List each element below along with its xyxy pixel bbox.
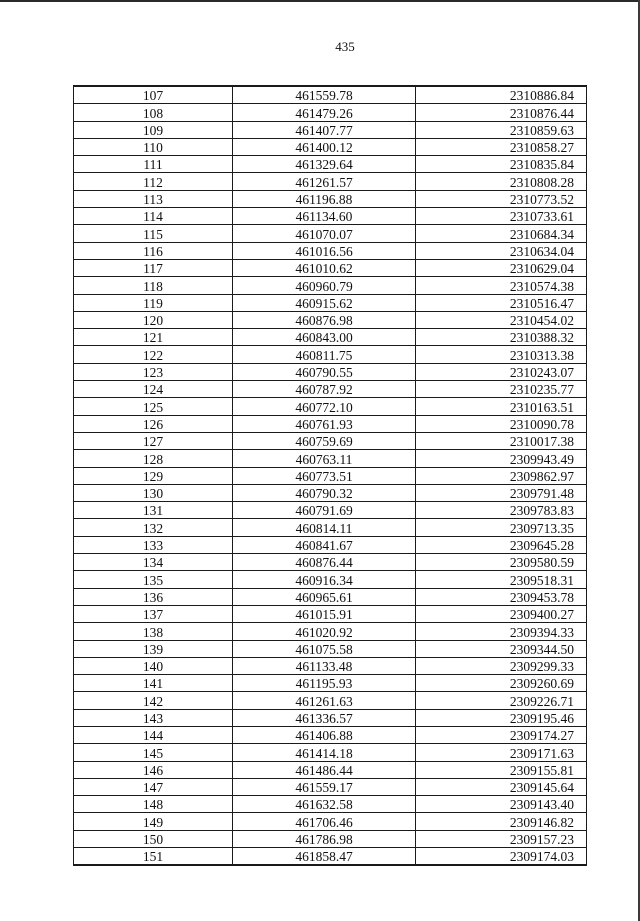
table-row <box>74 709 587 726</box>
y-coordinate-cell: 2310634.04 <box>416 242 587 259</box>
point-number-cell: 118 <box>74 277 233 294</box>
table-row <box>74 830 587 847</box>
x-coordinate-cell: 461015.91 <box>233 605 416 622</box>
y-coordinate-cell: 2310388.32 <box>416 329 587 346</box>
table-row <box>74 277 587 294</box>
table-row <box>74 640 587 657</box>
y-coordinate-cell: 2309394.33 <box>416 623 587 640</box>
x-coordinate-cell: 460790.32 <box>233 484 416 501</box>
y-coordinate-cell: 2310454.02 <box>416 311 587 328</box>
point-number-cell: 107 <box>74 86 233 104</box>
x-coordinate-cell: 460773.51 <box>233 467 416 484</box>
table-row <box>74 450 587 467</box>
table-row <box>74 848 587 866</box>
x-coordinate-cell: 461020.92 <box>233 623 416 640</box>
table-row <box>74 536 587 553</box>
x-coordinate-cell: 461134.60 <box>233 208 416 225</box>
x-coordinate-cell: 461336.57 <box>233 709 416 726</box>
x-coordinate-cell: 460841.67 <box>233 536 416 553</box>
x-coordinate-cell: 461479.26 <box>233 104 416 121</box>
point-number-cell: 142 <box>74 692 233 709</box>
y-coordinate-cell: 2309400.27 <box>416 605 587 622</box>
point-number-cell: 109 <box>74 121 233 138</box>
point-number-cell: 132 <box>74 519 233 536</box>
x-coordinate-cell: 461075.58 <box>233 640 416 657</box>
table-row <box>74 173 587 190</box>
y-coordinate-cell: 2310876.44 <box>416 104 587 121</box>
y-coordinate-cell: 2310684.34 <box>416 225 587 242</box>
point-number-cell: 146 <box>74 761 233 778</box>
page-top-edge <box>0 0 640 2</box>
x-coordinate-cell: 460763.11 <box>233 450 416 467</box>
y-coordinate-cell: 2309174.27 <box>416 726 587 743</box>
point-number-cell: 138 <box>74 623 233 640</box>
table-row <box>74 796 587 813</box>
table-row <box>74 190 587 207</box>
table-row <box>74 311 587 328</box>
x-coordinate-cell: 461407.77 <box>233 121 416 138</box>
point-number-cell: 124 <box>74 381 233 398</box>
x-coordinate-cell: 461559.78 <box>233 86 416 104</box>
table-row <box>74 346 587 363</box>
point-number-cell: 137 <box>74 605 233 622</box>
y-coordinate-cell: 2309518.31 <box>416 571 587 588</box>
x-coordinate-cell: 461016.56 <box>233 242 416 259</box>
x-coordinate-cell: 460759.69 <box>233 432 416 449</box>
x-coordinate-cell: 461133.48 <box>233 657 416 674</box>
point-number-cell: 110 <box>74 138 233 155</box>
point-number-cell: 111 <box>74 156 233 173</box>
point-number-cell: 139 <box>74 640 233 657</box>
y-coordinate-cell: 2309174.03 <box>416 848 587 866</box>
y-coordinate-cell: 2309783.83 <box>416 502 587 519</box>
y-coordinate-cell: 2310163.51 <box>416 398 587 415</box>
x-coordinate-cell: 461196.88 <box>233 190 416 207</box>
y-coordinate-cell: 2310516.47 <box>416 294 587 311</box>
point-number-cell: 143 <box>74 709 233 726</box>
coordinate-table <box>73 85 587 866</box>
y-coordinate-cell: 2309943.49 <box>416 450 587 467</box>
y-coordinate-cell: 2309157.23 <box>416 830 587 847</box>
table-row <box>74 623 587 640</box>
table-row <box>74 121 587 138</box>
x-coordinate-cell: 460787.92 <box>233 381 416 398</box>
x-coordinate-cell: 461261.63 <box>233 692 416 709</box>
y-coordinate-cell: 2310733.61 <box>416 208 587 225</box>
point-number-cell: 115 <box>74 225 233 242</box>
table-row <box>74 484 587 501</box>
y-coordinate-cell: 2309155.81 <box>416 761 587 778</box>
x-coordinate-cell: 460814.11 <box>233 519 416 536</box>
y-coordinate-cell: 2310574.38 <box>416 277 587 294</box>
table-row <box>74 726 587 743</box>
point-number-cell: 120 <box>74 311 233 328</box>
point-number-cell: 150 <box>74 830 233 847</box>
table-row <box>74 415 587 432</box>
table-row <box>74 588 587 605</box>
table-row <box>74 329 587 346</box>
y-coordinate-cell: 2309226.71 <box>416 692 587 709</box>
point-number-cell: 140 <box>74 657 233 674</box>
y-coordinate-cell: 2310835.84 <box>416 156 587 173</box>
point-number-cell: 148 <box>74 796 233 813</box>
y-coordinate-cell: 2310017.38 <box>416 432 587 449</box>
point-number-cell: 108 <box>74 104 233 121</box>
table-row <box>74 398 587 415</box>
x-coordinate-cell: 460876.98 <box>233 311 416 328</box>
x-coordinate-cell: 461559.17 <box>233 778 416 795</box>
page-number: 435 <box>335 39 355 54</box>
y-coordinate-cell: 2310243.07 <box>416 363 587 380</box>
table-row <box>74 363 587 380</box>
x-coordinate-cell: 460916.34 <box>233 571 416 588</box>
x-coordinate-cell: 460876.44 <box>233 554 416 571</box>
y-coordinate-cell: 2310235.77 <box>416 381 587 398</box>
x-coordinate-cell: 460791.69 <box>233 502 416 519</box>
point-number-cell: 134 <box>74 554 233 571</box>
table-row <box>74 259 587 276</box>
x-coordinate-cell: 461706.46 <box>233 813 416 830</box>
x-coordinate-cell: 460811.75 <box>233 346 416 363</box>
table-row <box>74 225 587 242</box>
y-coordinate-cell: 2310313.38 <box>416 346 587 363</box>
table-row <box>74 208 587 225</box>
x-coordinate-cell: 461070.07 <box>233 225 416 242</box>
y-coordinate-cell: 2309580.59 <box>416 554 587 571</box>
point-number-cell: 135 <box>74 571 233 588</box>
x-coordinate-cell: 461010.62 <box>233 259 416 276</box>
table-row <box>74 519 587 536</box>
table-row <box>74 104 587 121</box>
x-coordinate-cell: 460965.61 <box>233 588 416 605</box>
x-coordinate-cell: 461858.47 <box>233 848 416 866</box>
x-coordinate-cell: 461786.98 <box>233 830 416 847</box>
point-number-cell: 121 <box>74 329 233 346</box>
y-coordinate-cell: 2310859.63 <box>416 121 587 138</box>
x-coordinate-cell: 460790.55 <box>233 363 416 380</box>
table-row <box>74 138 587 155</box>
x-coordinate-cell: 461632.58 <box>233 796 416 813</box>
y-coordinate-cell: 2309145.64 <box>416 778 587 795</box>
x-coordinate-cell: 461406.88 <box>233 726 416 743</box>
x-coordinate-cell: 461261.57 <box>233 173 416 190</box>
point-number-cell: 113 <box>74 190 233 207</box>
point-number-cell: 112 <box>74 173 233 190</box>
y-coordinate-cell: 2309299.33 <box>416 657 587 674</box>
table-row <box>74 675 587 692</box>
table-row <box>74 242 587 259</box>
table-row <box>74 761 587 778</box>
x-coordinate-cell: 461414.18 <box>233 744 416 761</box>
y-coordinate-cell: 2310858.27 <box>416 138 587 155</box>
y-coordinate-cell: 2310629.04 <box>416 259 587 276</box>
y-coordinate-cell: 2310886.84 <box>416 86 587 104</box>
y-coordinate-cell: 2309143.40 <box>416 796 587 813</box>
x-coordinate-cell: 461400.12 <box>233 138 416 155</box>
point-number-cell: 116 <box>74 242 233 259</box>
y-coordinate-cell: 2309146.82 <box>416 813 587 830</box>
table-row <box>74 657 587 674</box>
y-coordinate-cell: 2309862.97 <box>416 467 587 484</box>
y-coordinate-cell: 2309645.28 <box>416 536 587 553</box>
y-coordinate-cell: 2309453.78 <box>416 588 587 605</box>
table-row <box>74 744 587 761</box>
y-coordinate-cell: 2309171.63 <box>416 744 587 761</box>
point-number-cell: 119 <box>74 294 233 311</box>
table-row <box>74 467 587 484</box>
x-coordinate-cell: 460915.62 <box>233 294 416 311</box>
point-number-cell: 130 <box>74 484 233 501</box>
table-row <box>74 86 587 104</box>
point-number-cell: 151 <box>74 848 233 866</box>
table-row <box>74 605 587 622</box>
point-number-cell: 122 <box>74 346 233 363</box>
point-number-cell: 117 <box>74 259 233 276</box>
table-row <box>74 156 587 173</box>
y-coordinate-cell: 2310773.52 <box>416 190 587 207</box>
y-coordinate-cell: 2310808.28 <box>416 173 587 190</box>
point-number-cell: 129 <box>74 467 233 484</box>
point-number-cell: 133 <box>74 536 233 553</box>
table-row <box>74 554 587 571</box>
table-row <box>74 692 587 709</box>
x-coordinate-cell: 461329.64 <box>233 156 416 173</box>
x-coordinate-cell: 460960.79 <box>233 277 416 294</box>
table-row <box>74 571 587 588</box>
y-coordinate-cell: 2309195.46 <box>416 709 587 726</box>
y-coordinate-cell: 2309791.48 <box>416 484 587 501</box>
point-number-cell: 141 <box>74 675 233 692</box>
x-coordinate-cell: 460761.93 <box>233 415 416 432</box>
x-coordinate-cell: 461195.93 <box>233 675 416 692</box>
point-number-cell: 131 <box>74 502 233 519</box>
table-row <box>74 381 587 398</box>
point-number-cell: 125 <box>74 398 233 415</box>
y-coordinate-cell: 2309713.35 <box>416 519 587 536</box>
point-number-cell: 144 <box>74 726 233 743</box>
point-number-cell: 145 <box>74 744 233 761</box>
x-coordinate-cell: 460843.00 <box>233 329 416 346</box>
x-coordinate-cell: 460772.10 <box>233 398 416 415</box>
point-number-cell: 123 <box>74 363 233 380</box>
point-number-cell: 127 <box>74 432 233 449</box>
x-coordinate-cell: 461486.44 <box>233 761 416 778</box>
table-row <box>74 432 587 449</box>
point-number-cell: 147 <box>74 778 233 795</box>
y-coordinate-cell: 2309260.69 <box>416 675 587 692</box>
table-row <box>74 778 587 795</box>
point-number-cell: 114 <box>74 208 233 225</box>
y-coordinate-cell: 2309344.50 <box>416 640 587 657</box>
point-number-cell: 136 <box>74 588 233 605</box>
coordinate-table-body <box>74 86 587 865</box>
point-number-cell: 149 <box>74 813 233 830</box>
table-row <box>74 813 587 830</box>
y-coordinate-cell: 2310090.78 <box>416 415 587 432</box>
table-row <box>74 294 587 311</box>
point-number-cell: 128 <box>74 450 233 467</box>
point-number-cell: 126 <box>74 415 233 432</box>
table-row <box>74 502 587 519</box>
